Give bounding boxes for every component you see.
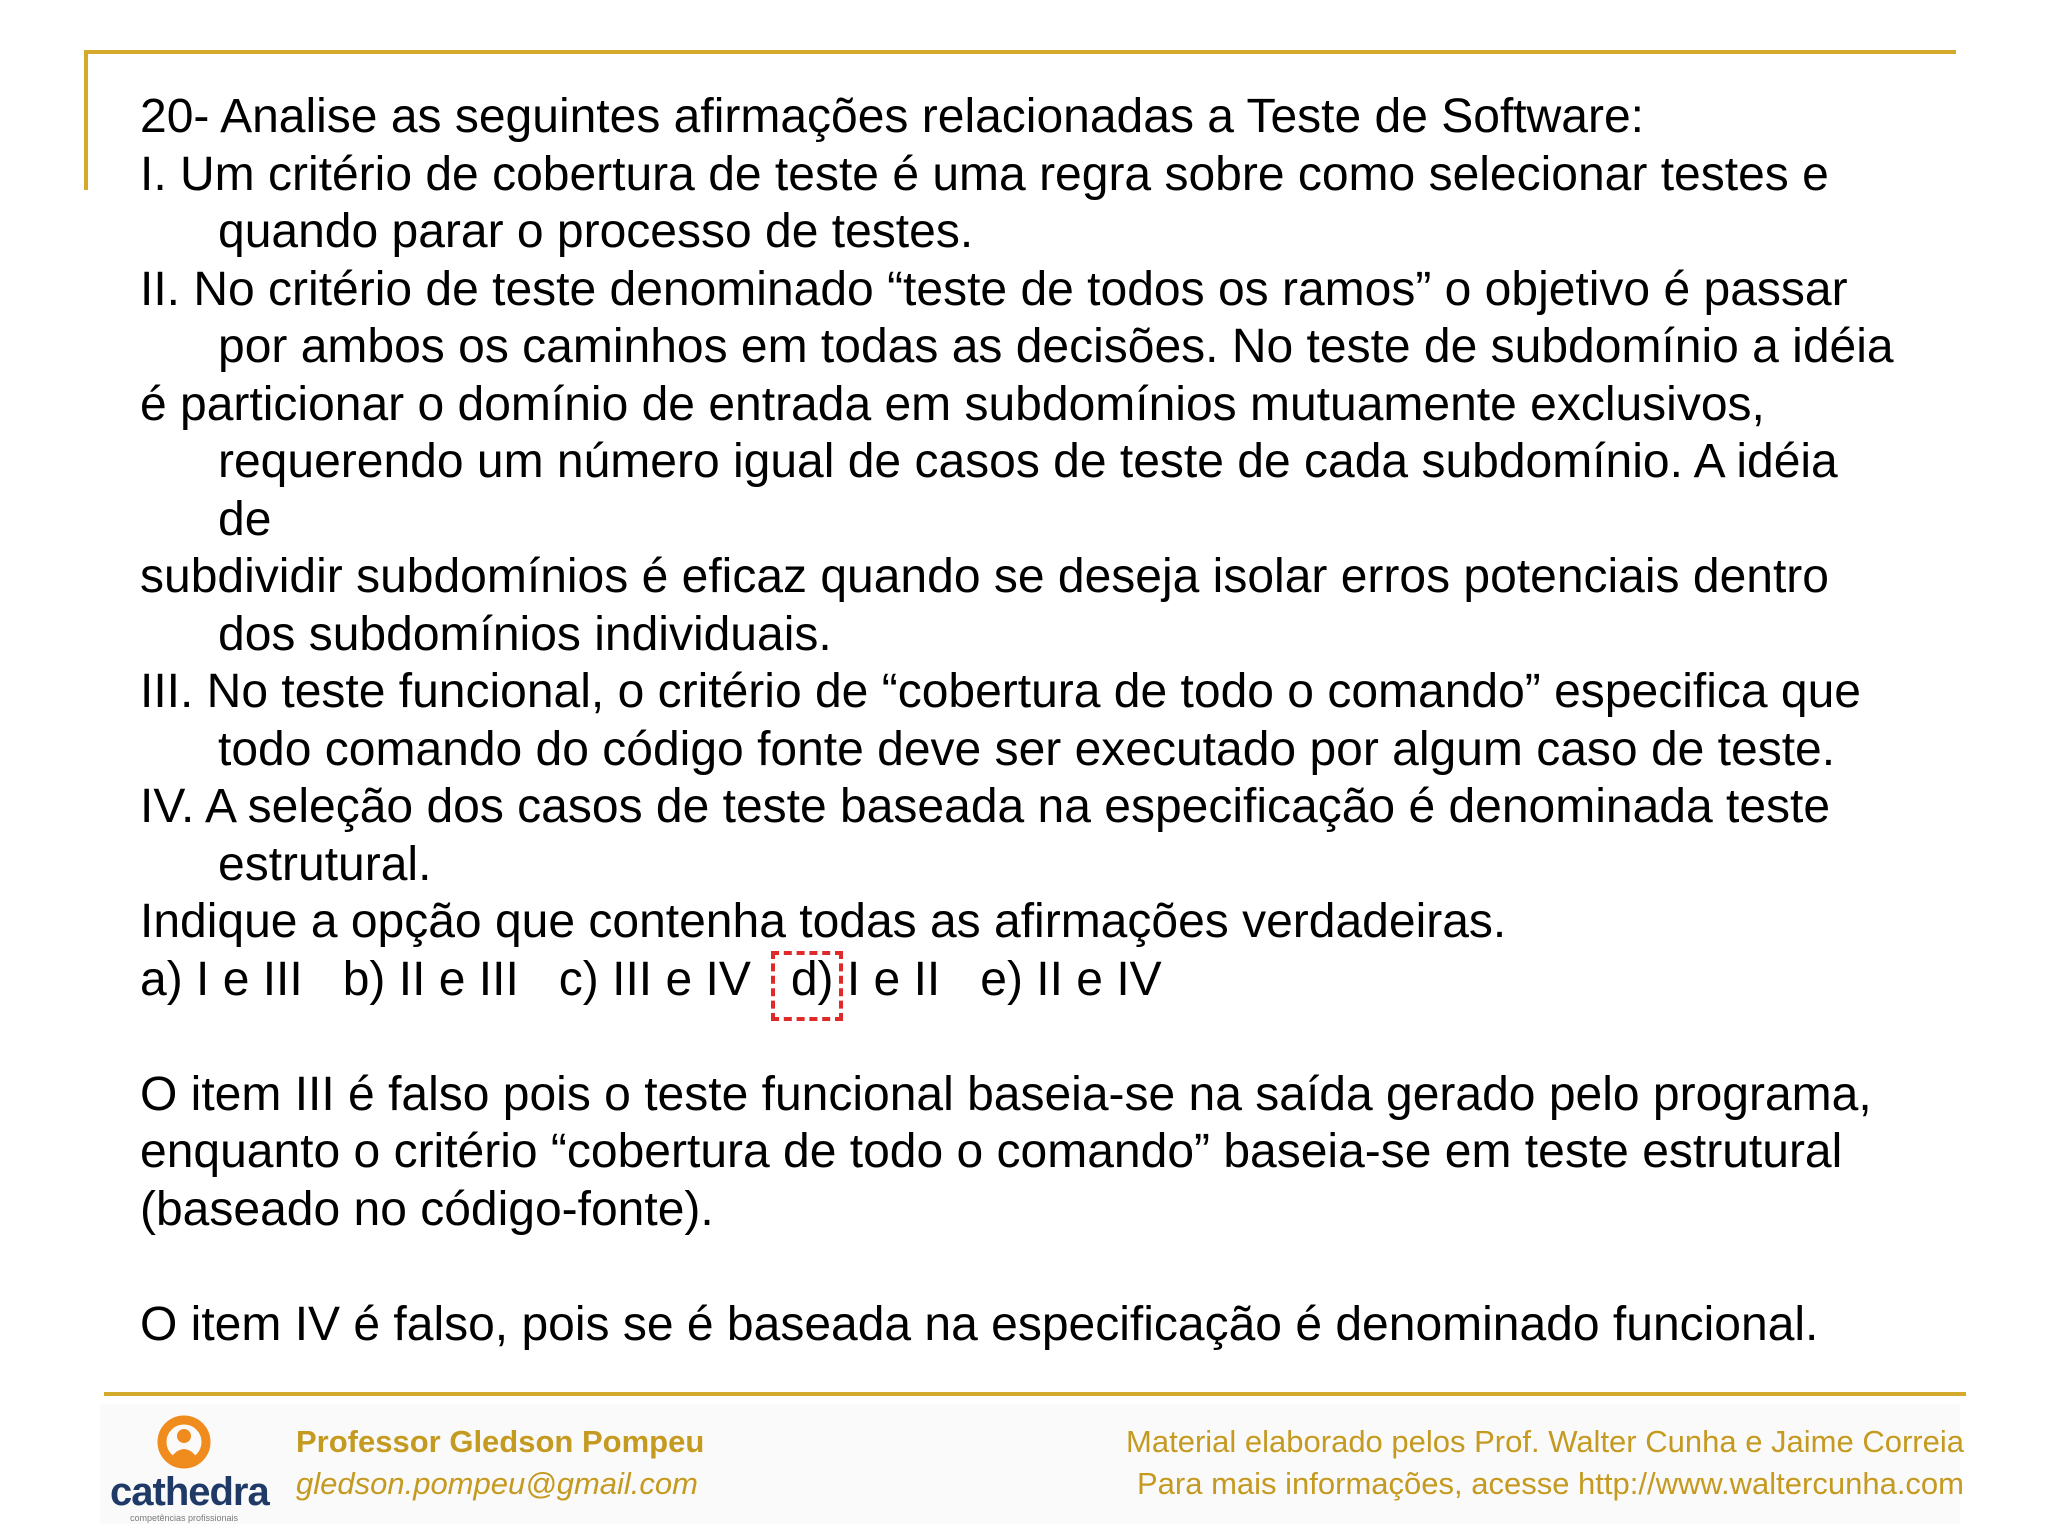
spacer [140, 1008, 2030, 1066]
slide-content [140, 88, 2030, 1353]
options-rest: I e II e) II e IV [833, 952, 1162, 1006]
item-4-line-2: estrutural. [218, 837, 432, 891]
credit-line-2: Para mais informações, acesse http://www.waltercunha.com [1136, 1466, 1964, 1501]
item-2-line-3: é particionar o domínio de entrada em subdomínios mutuamente exclusivos, [140, 377, 1765, 431]
answer-options [140, 951, 2030, 1009]
option-d-highlighted [791, 953, 834, 1006]
options-a-to-c: a) I e III b) II e III c) III e IV [140, 952, 791, 1006]
explanation-line-2: enquanto o critério “cobertura de todo o comando” baseia-se em teste estrutural [140, 1125, 1843, 1178]
item-4-line-1: IV. A seleção dos casos de teste baseada na especificação é denominada teste [140, 780, 1831, 833]
item-1-line-1: I. Um critério de cobertura de teste é uma regra sobre como selecionar testes e [140, 147, 1829, 201]
item-3-line-2: todo comando do código fonte deve ser executado por algum caso de teste. [218, 722, 1836, 776]
slide-bottom-border [104, 1392, 1966, 1396]
question-prompt: Indique a opção que contenha todas as afirmações verdadeiras. [140, 895, 1507, 948]
footer-background [100, 1404, 1960, 1524]
explanation-line-1: O item III é falso pois o teste funcional baseia-se na saída gerado pelo programa, [140, 1067, 1872, 1121]
answer-highlight-box [771, 951, 843, 1021]
item-3-line-1: III. No teste funcional, o critério de “cobertura de todo o comando” especifica que [140, 665, 1861, 718]
question-title: 20- Analise as seguintes afirmações relacionadas a Teste de Software: [140, 90, 1644, 143]
professor-email: gledson.pompeu@gmail.com [296, 1466, 698, 1501]
logo-tagline: competências profissionais [130, 1513, 239, 1523]
item-2-line-7: dos subdomínios individuais. [218, 607, 832, 661]
professor-name: Professor Gledson Pompeu [296, 1424, 705, 1459]
slide-left-border [84, 50, 88, 190]
item-2-line-2: por ambos os caminhos em todas as decisões. No teste de subdomínio a idéia [218, 320, 1894, 373]
item-2-line-5: de [218, 492, 272, 546]
option-d-label: d) [790, 952, 834, 1006]
logo-wordmark: cathedra [110, 1470, 269, 1514]
item-2-line-6: subdividir subdomínios é eficaz quando se deseja isolar erros potenciais dentro [140, 550, 1829, 603]
explanation-line-4: O item IV é falso, pois se é baseada na especificação é denominado funcional. [140, 1297, 1819, 1351]
slide-top-border [84, 50, 1956, 54]
item-1-line-2: quando parar o processo de testes. [218, 205, 974, 258]
spacer [140, 1238, 2030, 1296]
credit-line-1: Material elaborado pelos Prof. Walter Cunha e Jaime Correia [1126, 1424, 1964, 1459]
item-2-line-1: II. No critério de teste denominado “teste de todos os ramos” o objetivo é passar [140, 262, 1848, 316]
explanation-line-3: (baseado no código-fonte). [140, 1182, 714, 1236]
item-2-line-4: requerendo um número igual de casos de teste de cada subdomínio. A idéia [218, 435, 1838, 488]
